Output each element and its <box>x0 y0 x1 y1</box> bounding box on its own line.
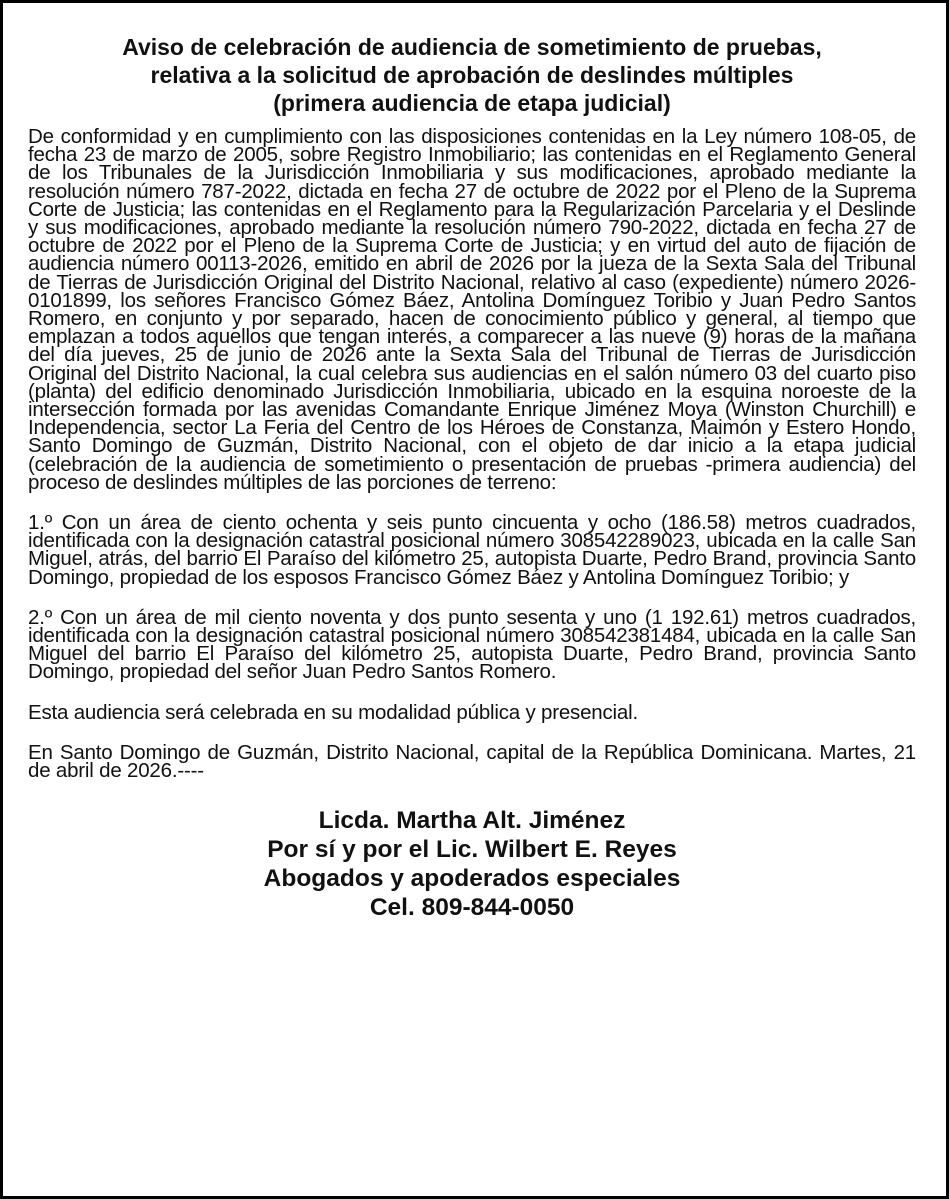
signatory-role: Abogados y apoderados especiales <box>263 865 681 893</box>
parcel-item-1: 1.º Con un área de ciento ochenta y seis punto cincuenta y ocho (186.58) metros cuadrados, identificada con la designación catastral posicional número 308542289023, ubicada en la calle San Miguel, atrás, del barrio El Paraíso del kilómetro 25, autopista Duarte, Pedro Brand, provincia Santo Domingo, propiedad de los esposos Francisco Gómez Báez y Antolina Domínguez Toribio; y <box>28 511 916 589</box>
parcel-item-2: 2.º Con un área de mil ciento noventa y dos punto sesenta y uno (1 192.61) metros cuadrados, identificada con la designación catastral posicional número 308542381484, ubicada en la calle San Miguel del barrio El Paraíso del kilómetro 25, autopista Duarte, Pedro Brand, provincia Santo Domingo, propiedad del señor Juan Pedro Santos Romero. <box>28 605 916 684</box>
notice-title <box>28 33 916 117</box>
modality-paragraph: Esta audiencia será celebrada en su modalidad pública y presencial. <box>28 700 638 724</box>
signatory-on-behalf: Por sí y por el Lic. Wilbert E. Reyes <box>267 836 677 864</box>
signatory-name: Licda. Martha Alt. Jiménez <box>318 807 626 835</box>
signature-block <box>28 806 916 922</box>
intro-paragraph: De conformidad y en cumplimiento con las disposiciones contenidas en la Ley número 108-05, de fecha 23 de marzo de 2005, sobre Registro Inmobiliario; las contenidas en el Reglamento General de los Tribunales de la Jurisdicción Inmobiliaria y sus modificaciones, aprobado mediante la resolución número 787-2022, dictada en fecha 27 de octubre de 2022 por el Pleno de la Suprema Corte de Justicia; las contenidas en el Reglamento para la Regularización Parcelaria y el Deslinde y sus modificaciones, aprobado mediante la resolución número 790-2022, dictada en fecha 27 de octubre de 2022 por el Pleno de la Suprema Corte de Justicia; y en virtud del auto de fijación de audiencia número 00113-2026, emitido en abril de 2026 por la jueza de la Sexta Sala del Tribunal de Tierras de Jurisdicción Original del Distrito Nacional, relativo al caso (expediente) número 2026-0101899, los señores Francisco Gómez Báez, Antolina Domínguez Toribio y Juan Pedro Santos Romero, en conjunto y por separado, hacen de conocimiento público y general, al tiempo que emplazan a todos aquellos que tengan interés, a comparecer a las nueve (9) horas de la mañana del día jueves, 25 de junio de 2026 ante la Sexta Sala del Tribunal de Tierras de Jurisdicción Original del Distrito Nacional, la cual celebra sus audiencias en el salón número 03 del cuarto piso (planta) del edificio denominado Jurisdicción Inmobiliaria, ubicado en la esquina noroeste de la intersección formada por las avenidas Comandante Enrique Jiménez Moya (Winston Churchill) e Independencia, sector La Feria del Centro de los Héroes de Constanza, Maimón y Estero Hondo, Santo Domingo de Guzmán, Distrito Nacional, con el objeto de dar inicio a la etapa judicial (celebración de la audiencia de sometimiento o presentación de pruebas -primera audiencia) del proceso de deslindes múltiples de las porciones de terreno: <box>28 125 916 494</box>
title-line-1: Aviso de celebración de audiencia de sometimiento de pruebas, <box>122 34 822 60</box>
title-line-2: relativa a la solicitud de aprobación de deslindes múltiples <box>150 62 794 88</box>
title-line-3: (primera audiencia de etapa judicial) <box>273 90 671 116</box>
signatory-phone: Cel. 809-844-0050 <box>369 894 575 922</box>
place-date-paragraph: En Santo Domingo de Guzmán, Distrito Nacional, capital de la República Dominicana. Martes, 21 de abril de 2026.---- <box>28 740 916 783</box>
